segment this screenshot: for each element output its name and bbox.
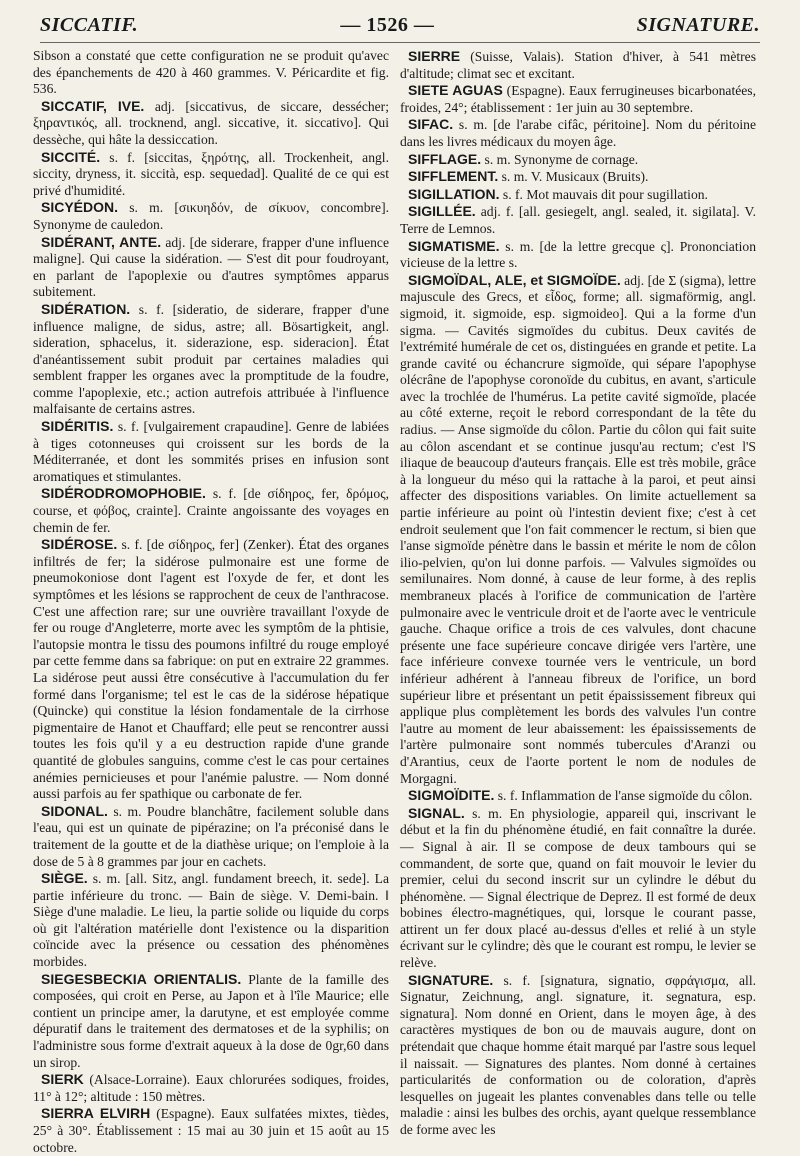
dictionary-entry bbox=[33, 536, 389, 803]
dictionary-entry bbox=[33, 48, 389, 98]
entry-headword: SIGILLÉE. bbox=[408, 203, 476, 220]
dictionary-entry bbox=[33, 418, 389, 485]
entry-definition: adj. [de siderare, frapper d'une influence maligne]. Qui cause la sidération. — S'est dit pour foudroyant, en parlant de l'apoplexie ou d'autres symptômes apparus subitement. bbox=[33, 234, 389, 300]
entry-definition: Plante de la famille des composées, qui croit en Perse, au Japon et à l'île Maurice; elle contient un principe amer, la darutyne, et est employée comme dépuratif dans le traitement des dermatoses et de la syphilis; on l'administre sous forme d'extrait aqueux à la dose de 0gr,60 dans un sirop. bbox=[33, 971, 389, 1070]
entry-definition: s. m. [de la lettre grecque ς]. Prononciation vicieuse de la lettre s. bbox=[400, 238, 756, 271]
dictionary-entry bbox=[400, 168, 756, 186]
entry-headword: SIGILLATION. bbox=[408, 185, 500, 202]
entry-headword: SIETE AGUAS bbox=[408, 82, 503, 99]
dictionary-entry bbox=[33, 98, 389, 149]
entry-headword: SIDÉRANT, ANTE. bbox=[41, 233, 162, 250]
entry-headword: SIGNATURE. bbox=[408, 971, 494, 988]
entry-headword: SIFFLAGE. bbox=[408, 150, 482, 167]
entry-headword: SIDÉROSE. bbox=[41, 536, 118, 553]
entry-definition: Sibson a constaté que cette configuration ne se produit qu'avec des épanchements de 420 à 460 grammes. V. Péricardite et fig. 536. bbox=[33, 48, 389, 97]
right-column bbox=[400, 48, 756, 1138]
dictionary-entry bbox=[400, 151, 756, 169]
entry-definition: s. m. [σικυηδόν, de σίκυον, concombre]. Synonyme de cauledon. bbox=[33, 200, 389, 232]
entry-definition: s. m. Synonyme de cornage. bbox=[484, 151, 639, 167]
dictionary-entry bbox=[33, 485, 389, 536]
entry-headword: SIERK bbox=[41, 1071, 84, 1088]
entry-definition: s. m. Poudre blanchâtre, facilement soluble dans l'eau, qui est un quinate de pipérazine; on l'a préconisé dans le traitement de la goutte et de la diathèse urique; on l'emploie à la dose de 5 à 8 grammes par jour en cachets. bbox=[33, 803, 389, 869]
entry-headword: SIGMOÏDAL, ALE, et SIGMOÏDE. bbox=[408, 271, 621, 288]
entry-headword: SIFAC. bbox=[408, 116, 454, 133]
entry-definition: s. f. [de σίδηρος, fer, δρόμος, course, et φόβος, crainte]. Crainte angoissante des voyages en chemin de fer. bbox=[33, 486, 389, 535]
entry-definition: s. m. [de l'arabe cifâc, péritoine]. Nom du péritoine dans les livres médicaux du moyen âge. bbox=[400, 117, 757, 149]
header-left-headword: SICCATIF. bbox=[40, 13, 139, 36]
entry-headword: SIDÉRODROMOPHOBIE. bbox=[41, 485, 206, 502]
entry-definition: s. m. En physiologie, appareil qui, inscrivant le début et la fin du phénomène étudié, en fait connaître la durée. — Signal à air. Il se compose de deux tambours qui se commandent, de sorte que, quand on fait mouvoir le levier du premier, celui du second inscrit sur un cylindre le début du phénomène. — Signal électrique de Deprez. Il est formé de deux bobines électro-magnétiques, qui, lorsque le courant passe, attirent un fer doux placé au-dessus d'elles et relié à un style écrivant sur le cylindre; dès que le courant est rompu, le levier se relève. bbox=[400, 805, 757, 971]
entry-definition: adj. f. [all. gesiegelt, angl. sealed, it. sigilata]. V. Terre de Lemnos. bbox=[400, 204, 756, 236]
entry-headword: SIGMOÏDITE. bbox=[408, 787, 495, 804]
left-column bbox=[33, 48, 389, 1155]
entry-definition: s. m. V. Musicaux (Bruits). bbox=[501, 169, 649, 185]
entry-definition: s. f. Mot mauvais dit pour sugillation. bbox=[502, 186, 708, 202]
dictionary-entry bbox=[33, 234, 389, 301]
entry-definition: s. f. [de σίδηρος, fer] (Zenker). État des organes infiltrés de fer; la sidérose pulmonaire est une forme de pneumokoniose dont l'agent est l'oxyde de fer, et dont les symptômes et les lésions se rapprochent de ceux de l'anthracose. C'est une affection rare; sur une ouvrière travaillant l'oxyde de fer ou rouge d'Angleterre, morte avec les symptôm de la phtisie, l'autopsie montra le tissu des poumons infiltré du rouge employé par cette femme dans sa fabrique: on put en extraire 22 grammes. La sidérose peut aussi être consécutive à l'accumulation du fer formé dans l'organisme; tel est le cas de la sidérose hépatique (Quincke) qui constitue la lésion fondamentale de la cirrhose pigmentaire de Hanot et Chauffard; elle peut se rencontrer aussi toutes les fois qu'il y a eu destruction rapide d'une grande quantité de globules sanguins, comme c'est le cas pour certaines anémies pernicieuses et pour l'anémie palustre. — Nom donné aussi parfois au fer spathique ou carbonate de fer. bbox=[33, 537, 389, 802]
entry-headword: SIDÉRITIS. bbox=[41, 418, 114, 435]
dictionary-entry bbox=[33, 149, 389, 200]
page-number: — 1526 — bbox=[340, 13, 435, 36]
dictionary-entry bbox=[400, 805, 756, 972]
dictionary-entry bbox=[400, 787, 756, 805]
entry-headword: SIEGESBECKIA ORIENTALIS. bbox=[41, 970, 242, 987]
dictionary-entry bbox=[33, 1105, 389, 1156]
entry-definition: (Espagne). Eaux ferrugineuses bicarbonatées, froides, 24°; établissement : 1er juin au 30 septembre. bbox=[400, 83, 756, 115]
dictionary-entry bbox=[400, 238, 756, 272]
entry-definition: adj. [de Σ (sigma), lettre majuscule des Grecs, et εἶδος, forme; all. sigmaförmig, angl. sigmoid, it. sigmoide, esp. sigmoideo]. Qui a la forme d'un sigma. — Cavités sigmoïdes du cubitus. Deux cavités de l'extrémité humérale de cet os, distinguées en grande et petite. La grande cavité ou échancrure sigmoïde, qui sépare l'apophyse olécrâne de l'apophyse coronoïde du cubitus, en avant, s'articule avec la trochlée de l'humérus. La petite cavité sigmoïde, placée au côté externe, reçoit le rebord correspondant de la tête du radius. — Anse sigmoïde du côlon. Partie du côlon qui fait suite au côlon ascendant et se continue jusqu'au rectum; c'est l'S iliaque de beaucoup d'auteurs français. Elle est très mobile, grâce à la longueur du méso qui la rattache à la paroi, et peut ainsi affecter des dispositions variables. On limite actuellement sa partie inférieure au point où l'intestin devient fixe; c'est à cet endroit seulement que l'on fait commencer le rectum, si bien que l'anse sigmoïde pénètre dans le bassin et mérite le nom de côlon ilio-pelvien, qu'on lui donne parfois. — Valvules sigmoïdes ou semilunaires. Nom donné, à cause de leur forme, à des replis membraneux placés à l'orifice de communication de l'artère pulmonaire avec le ventricule droit et de l'aorte avec le ventricule gauche. Chaque orifice a trois de ces valvules, dont chacune présente une face supérieure concave dirigée vers l'artère, une face inférieure convexe tournée vers le ventricule, un bord inférieur adhérent à l'anneau fibreux de l'orifice, un bord supérieur libre et présentant un petit épaississement fibreux qui applique plus complètement les bords des valvules l'un contre l'autre au moment de leur abaissement: les épaississements de l'artère pulmonaire sont nommés tubercules d'Aranzi ou d'Arantius, ceux de l'aorte portent le nom de nodules de Morgagni. bbox=[400, 272, 757, 786]
entry-headword: SICCATIF, IVE. bbox=[41, 97, 145, 114]
entry-headword: SIÈGE. bbox=[41, 870, 88, 887]
entry-definition: s. f. [siccitas, ξηρότης, all. Trockenheit, angl. siccity, dryness, it. siccità, esp. sequedad]. Qualité de ce qui est privé d'humidité. bbox=[33, 149, 389, 198]
dictionary-entry bbox=[400, 203, 756, 237]
dictionary-entry bbox=[33, 870, 389, 971]
dictionary-entry bbox=[400, 272, 756, 787]
entry-headword: SICYÉDON. bbox=[41, 199, 119, 216]
entry-definition: (Espagne). Eaux sulfatées mixtes, tièdes, 25° à 30°. Établissement : 15 mai au 30 juin et 15 août au 15 octobre. bbox=[33, 1106, 389, 1155]
entry-definition: s. f. [signatura, signatio, σφράγισμα, all. Signatur, Zeichnung, angl. signature, it. segnatura, esp. signatura]. Nom donné en Orient, dans le moyen âge, à des caractères mystiques de bon ou de mauvais augure, dont on prétendait que chaque homme était marqué par l'astre sous lequel il naissait. — Signatures des plantes. Nom donné à certaines particularités de conformation ou de coloration, d'après lesquelles on jugeait les plantes convenables dans telle ou telle maladie : ainsi les bulbes des orchis, ayant quelque ressemblance de forme avec les bbox=[400, 972, 756, 1137]
dictionary-entry bbox=[33, 199, 389, 233]
dictionary-entry bbox=[33, 971, 389, 1072]
dictionary-entry bbox=[400, 48, 756, 82]
header-right-headword: SIGNATURE. bbox=[636, 13, 760, 36]
dictionary-entry bbox=[400, 116, 756, 150]
entry-definition: (Alsace-Lorraine). Eaux chlorurées sodiques, froides, 11° à 12°; altitude : 150 mètres. bbox=[33, 1072, 389, 1104]
entry-definition: s. m. [all. Sitz, angl. fundament breech, it. sede]. La partie inférieure du tronc. — Bain de siège. V. Demi-bain. ‖ Siège d'une maladie. Le lieu, la partie solide ou liquide du corps où git l'altération matérielle dont l'existence ou la disparition coïncide avec la présence ou cessation des phénomènes morbides. bbox=[33, 871, 389, 970]
entry-headword: SIGNAL. bbox=[408, 804, 465, 821]
entry-definition: s. f. [vulgairement crapaudine]. Genre de labiées à tiges cotonneuses qui croissent sur les bords de la Méditerranée, et dont les sommités prises en infusion sont aromatiques et stimulantes. bbox=[33, 419, 389, 484]
entry-headword: SIFFLEMENT. bbox=[408, 168, 499, 185]
entry-headword: SIERRE bbox=[408, 48, 461, 64]
dictionary-entry bbox=[33, 301, 389, 418]
entry-definition: (Suisse, Valais). Station d'hiver, à 541 mètres d'altitude; climat sec et excitant. bbox=[400, 49, 756, 81]
entry-headword: SIDÉRATION. bbox=[41, 300, 131, 317]
dictionary-entry bbox=[33, 803, 389, 870]
header-rule bbox=[40, 42, 760, 43]
dictionary-entry bbox=[400, 186, 756, 204]
entry-headword: SICCITÉ. bbox=[41, 148, 101, 165]
dictionary-entry bbox=[33, 1071, 389, 1105]
page-header bbox=[40, 10, 760, 40]
entry-headword: SIERRA ELVIRH bbox=[41, 1105, 151, 1122]
entry-headword: SIDONAL. bbox=[41, 802, 108, 819]
entry-headword: SIGMATISME. bbox=[408, 237, 500, 254]
entry-definition: adj. [siccativus, de siccare, dessécher; ξηραντικός, all. trocknend, angl. siccative, it. siccativo]. Qui dessèche, qui hâte la dessiccation. bbox=[33, 98, 389, 147]
dictionary-entry bbox=[400, 82, 756, 116]
entry-definition: s. f. [sideratio, de siderare, frapper d'une influence maligne, de sidus, astre; all. Bösartigkeit, angl. sideration, sphacelus, it. siderazione, esp. sideracion]. État d'anéantissement subit produit par certaines maladies qui semblent frapper les organes avec la promptitude de la foudre, comme l'apoplexie, etc.; action autrefois attribuée à l'influence malfaisante de certains astres. bbox=[33, 301, 389, 417]
entry-definition: s. f. Inflammation de l'anse sigmoïde du côlon. bbox=[497, 788, 753, 804]
dictionary-entry bbox=[400, 972, 756, 1139]
